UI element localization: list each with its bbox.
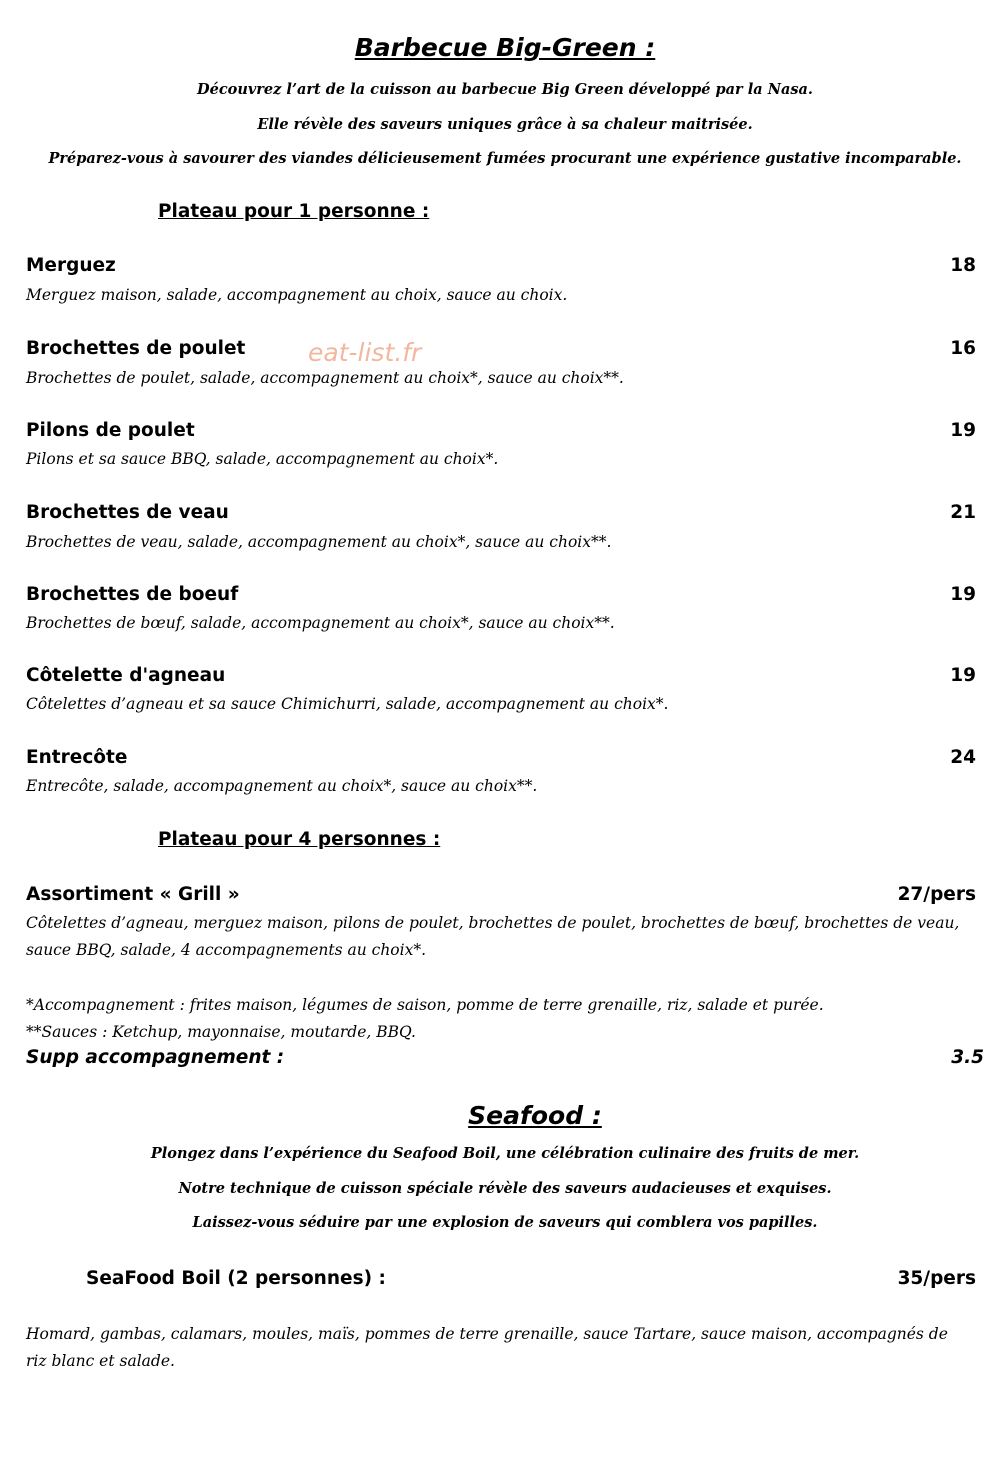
seafood-boil-price: 35/pers <box>897 1268 976 1289</box>
bbq-intro-line-1: Découvrez l’art de la cuisson au barbecue Big Green développé par la Nasa. <box>197 81 813 98</box>
watermark: eat-list.fr <box>308 338 422 367</box>
section-title-4-persons: Plateau pour 4 personnes : <box>158 829 441 850</box>
menu-item-description: Côtelettes d’agneau et sa sauce Chimichurri, salade, accompagnement au choix*. <box>26 695 669 713</box>
menu-item-name: Brochettes de boeuf <box>26 584 239 605</box>
seafood-intro-line-3: Laissez-vous séduire par une explosion de saveurs qui comblera vos papilles. <box>192 1214 818 1231</box>
seafood-title: Seafood : <box>468 1101 602 1130</box>
menu-item-name: Entrecôte <box>26 747 128 768</box>
seafood-boil-name: SeaFood Boil (2 personnes) : <box>86 1268 386 1289</box>
menu-item-description: Merguez maison, salade, accompagnement au choix, sauce au choix. <box>26 286 568 304</box>
menu-item-name: Merguez <box>26 255 116 276</box>
menu-item-price: 19 <box>950 420 976 441</box>
assortiment-name: Assortiment « Grill » <box>26 884 240 905</box>
menu-item-description: Pilons et sa sauce BBQ, salade, accompagnement au choix*. <box>26 450 499 468</box>
menu-item-price: 18 <box>950 255 976 276</box>
menu-item-price: 24 <box>950 747 976 768</box>
assortiment-price: 27/pers <box>897 884 976 905</box>
seafood-intro-line-1: Plongez dans l’expérience du Seafood Boil, une célébration culinaire des fruits de mer. <box>150 1145 860 1162</box>
assortiment-description: Côtelettes d’agneau, merguez maison, pilons de poulet, brochettes de poulet, brochettes de bœuf, brochettes de veau, sauce BBQ, salade, 4 accompagnements au choix*. <box>26 914 960 959</box>
menu-item-description: Brochettes de bœuf, salade, accompagnement au choix*, sauce au choix**. <box>26 614 615 632</box>
menu-item-name: Brochettes de poulet <box>26 338 246 359</box>
supp-accompagnement-price: 3.5 <box>951 1047 984 1068</box>
menu-item-price: 21 <box>950 502 976 523</box>
menu-item-price: 19 <box>950 665 976 686</box>
bbq-intro-line-3: Préparez-vous à savourer des viandes délicieusement fumées procurant une expérience gustative incomparable. <box>48 150 962 167</box>
menu-item-price: 19 <box>950 584 976 605</box>
seafood-boil-description: Homard, gambas, calamars, moules, maïs, pommes de terre grenaille, sauce Tartare, sauce maison, accompagnés de riz blanc et salade. <box>26 1325 948 1370</box>
bbq-title: Barbecue Big-Green : <box>354 33 656 62</box>
supp-accompagnement-label: Supp accompagnement : <box>26 1047 285 1068</box>
menu-item-name: Pilons de poulet <box>26 420 195 441</box>
section-title-1-person: Plateau pour 1 personne : <box>158 201 430 222</box>
note-sauces: **Sauces : Ketchup, mayonnaise, moutarde, BBQ. <box>26 1023 416 1041</box>
bbq-intro-line-2: Elle révèle des saveurs uniques grâce à sa chaleur maitrisée. <box>257 116 753 133</box>
menu-item-description: Entrecôte, salade, accompagnement au choix*, sauce au choix**. <box>26 777 538 795</box>
menu-item-description: Brochettes de poulet, salade, accompagnement au choix*, sauce au choix**. <box>26 369 624 387</box>
note-accompagnement: *Accompagnement : frites maison, légumes de saison, pomme de terre grenaille, riz, salade et purée. <box>26 996 824 1014</box>
menu-item-name: Côtelette d'agneau <box>26 665 226 686</box>
seafood-intro-line-2: Notre technique de cuisson spéciale révèle des saveurs audacieuses et exquises. <box>178 1180 832 1197</box>
menu-item-name: Brochettes de veau <box>26 502 229 523</box>
menu-item-description: Brochettes de veau, salade, accompagnement au choix*, sauce au choix**. <box>26 533 612 551</box>
menu-item-price: 16 <box>950 338 976 359</box>
